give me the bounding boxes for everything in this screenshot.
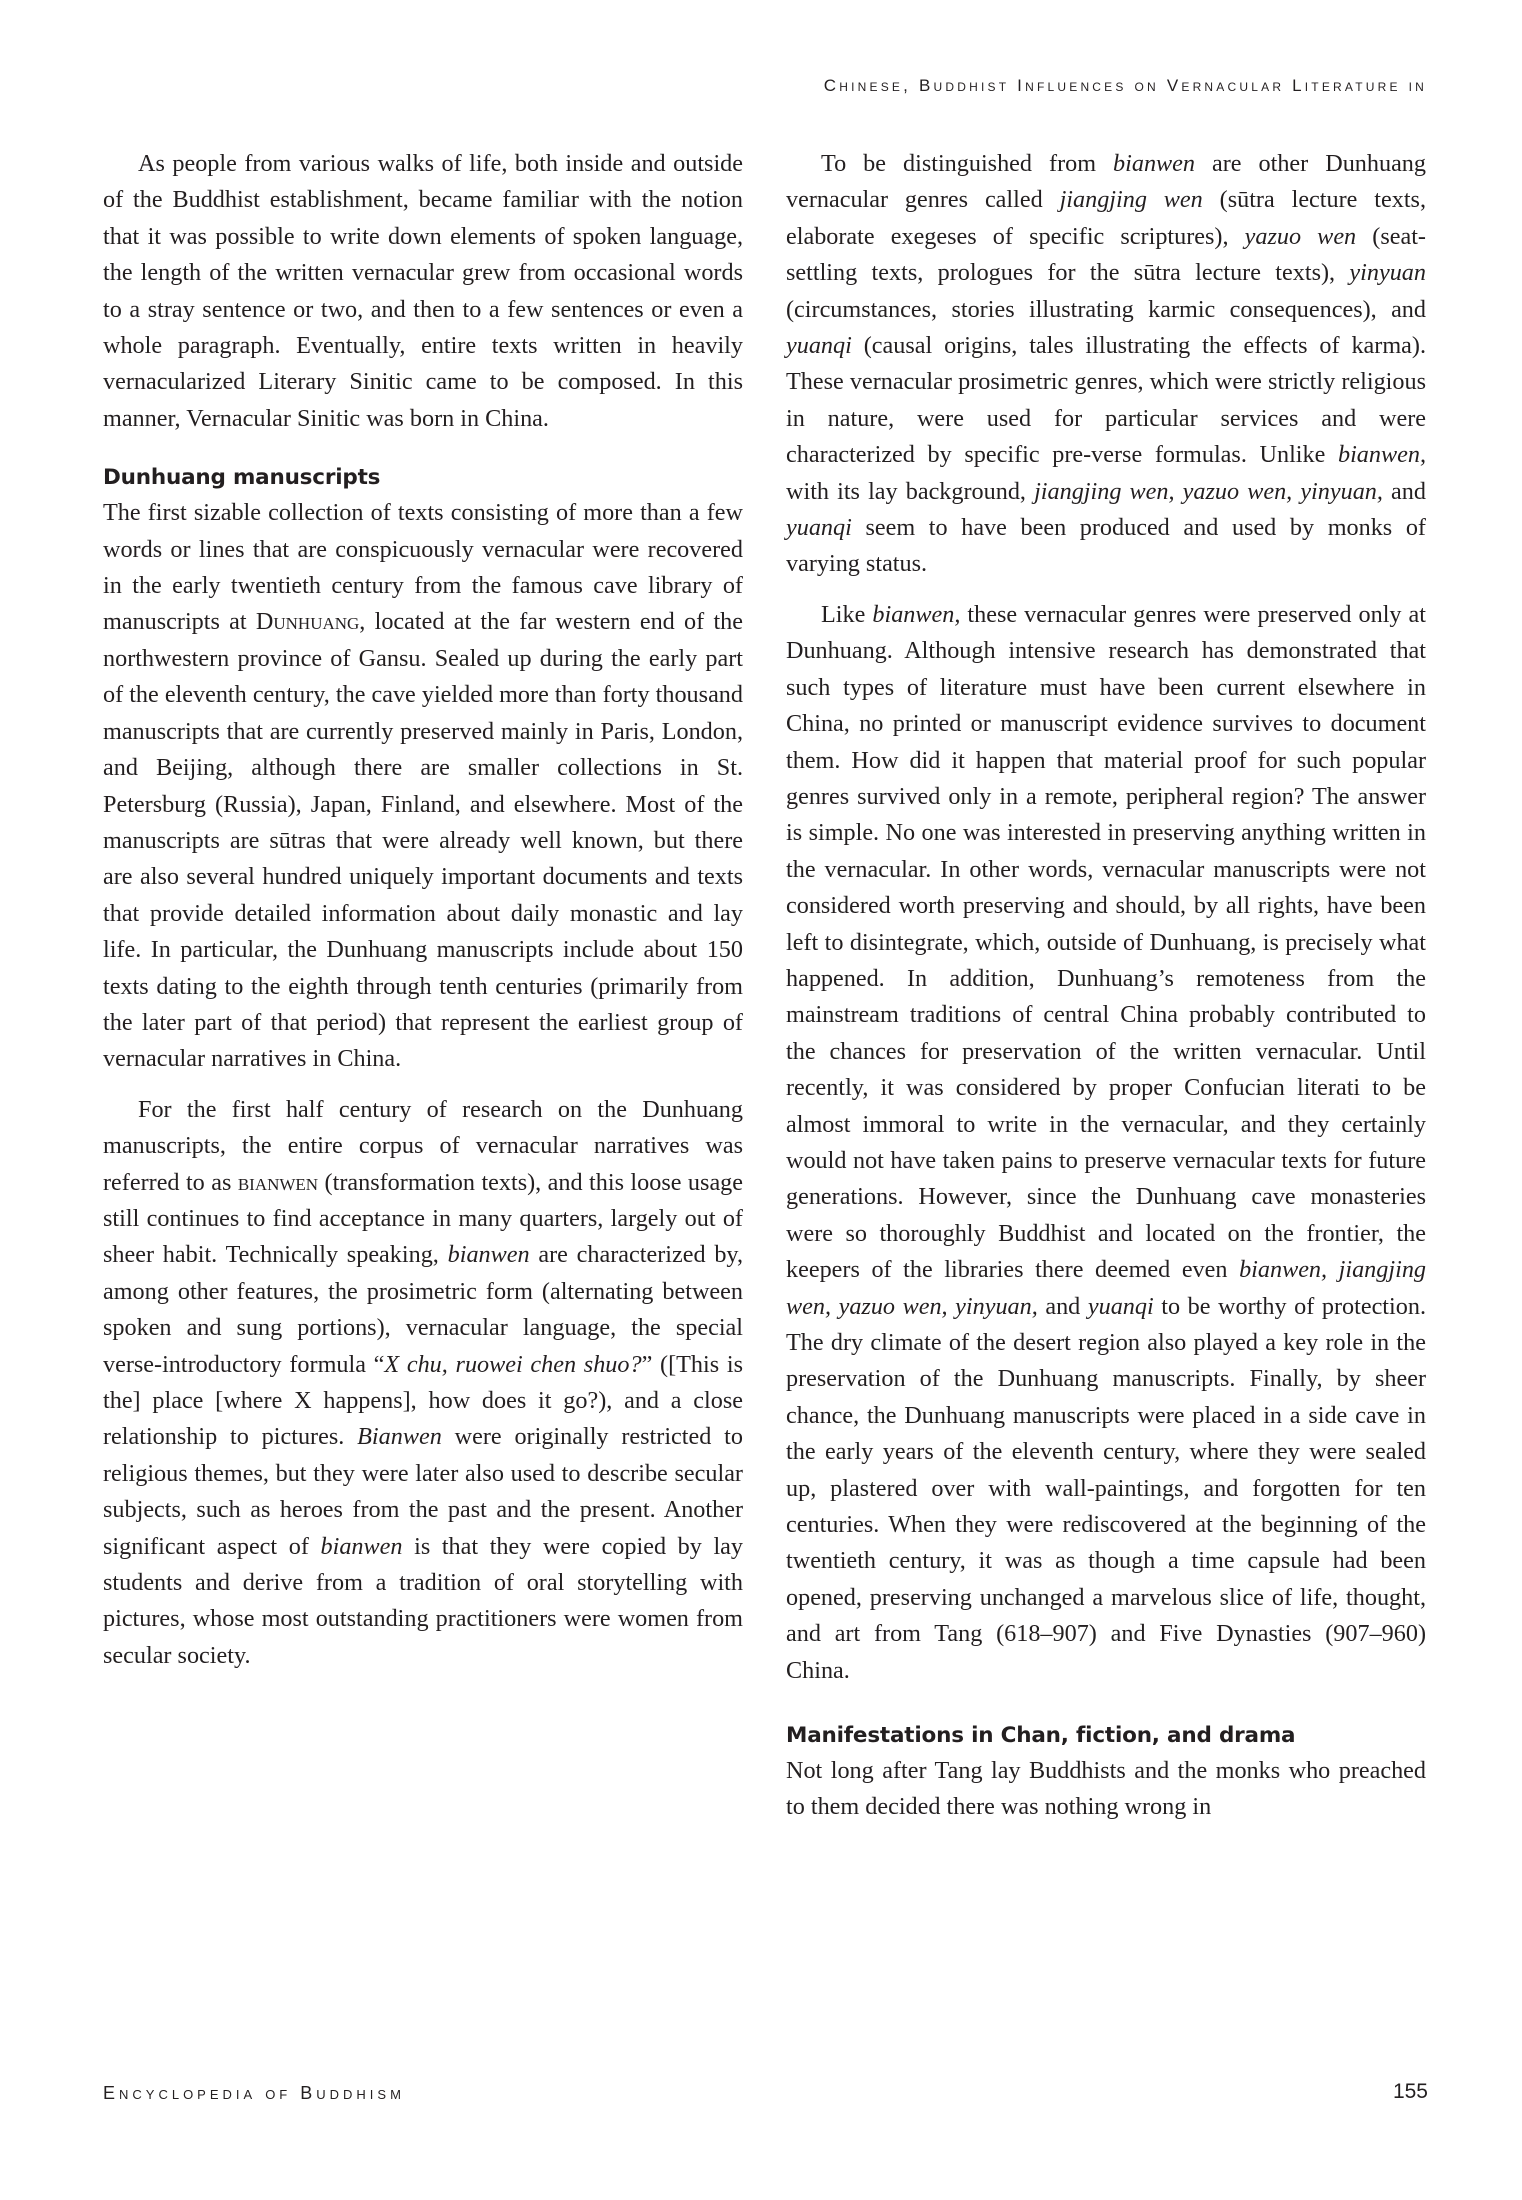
right-column — [786, 146, 1426, 1826]
left-column — [103, 146, 743, 1688]
paragraph-other-genres: To be distinguished from bianwen are other Dunhuang vernacular genres called jiangjing wen (sūtra lecture texts, elaborate exegeses of specific scriptures), yazuo wen (seat-settling texts, prologues for the sūtra lecture texts), yinyuan (circumstances, stories illustrating karmic consequences), and yuanqi (causal origins, tales illustrating the effects of karma). These vernacular prosimetric genres, which were strictly religious in nature, were used for particular services and were characterized by specific pre-verse formulas. Unlike bianwen, with its lay background, jiangjing wen, yazuo wen, yinyuan, and yuanqi seem to have been produced and used by monks of varying status. — [786, 150, 1426, 578]
paragraph-bianwen: For the first half century of research on the Dunhuang manuscripts, the entire corpus of vernacular narratives was referred to as bianwen (transformation texts), and this loose usage still continues to find acceptance in many quarters, largely out of sheer habit. Technically speaking, bianwen are characterized by, among other features, the prosimetric form (alternating between spoken and sung portions), vernacular language, the special verse-introductory formula “X chu, ruowei chen shuo?” ([This is the] place [where X happens], how does it go?), and a close relationship to pictures. Bianwen were originally restricted to religious themes, but they were later also used to describe secular subjects, such as heroes from the past and the present. Another significant aspect of bianwen is that they were copied by lay students and derive from a tradition of oral storytelling with pictures, whose most outstanding practitioners were women from secular society. — [103, 1095, 744, 1669]
paragraph-intro: As people from various walks of life, both inside and outside of the Buddhist establishment, became familiar with the notion that it was possible to write down elements of spoken language, the length of the written vernacular grew from occasional words to a stray sentence or two, and then to a few sentences or even a whole paragraph. Eventually, entire texts written in heavily vernacularized Literary Sinitic came to be composed. In this manner, Vernacular Sinitic was born in China. — [103, 150, 743, 432]
page-number: 155 — [1392, 2080, 1428, 2103]
section-heading-dunhuang-manuscripts: Dunhuang manuscripts — [103, 465, 381, 491]
cross-reference-link-bianwen[interactable]: bianwen — [237, 1168, 319, 1196]
paragraph-dunhuang: The first sizable collection of texts consisting of more than a few words or lines that are conspicuously vernacular were recovered in the early twentieth century from the famous cave library of manuscripts at Dunhuang, located at the far western end of the northwestern province of Gansu. Sealed up during the early part of the eleventh century, the cave yielded more than forty thousand manuscripts that are currently preserved mainly in Paris, London, and Beijing, although there are smaller collections in St. Petersburg (Russia), Japan, Finland, and elsewhere. Most of the manuscripts are sūtras that were already well known, but there are also several hundred uniquely important documents and texts that provide detailed information about daily monastic and lay life. In particular, the Dunhuang manuscripts include about 150 texts dating to the eighth through tenth centuries (primarily from the later part of that period) that represent the earliest group of vernacular narratives in China. — [103, 499, 744, 1073]
running-head: Chinese, Buddhist Influences on Vernacular Literature in — [823, 76, 1427, 95]
paragraph-preservation: Like bianwen, these vernacular genres were preserved only at Dunhuang. Although intensive research has demonstrated that such types of literature must have been current elsewhere in China, no printed or manuscript evidence survives to document them. How did it happen that material proof for such popular genres survived only in a remote, peripheral region? The answer is simple. No one was interested in preserving anything written in the vernacular. In other words, vernacular manuscripts were not considered worth preserving and should, by all rights, have been left to disintegrate, which, outside of Dunhuang, is precisely what happened. In addition, Dunhuang’s remoteness from the mainstream traditions of central China probably contributed to the chances for preservation of the written vernacular. Until recently, it was considered by proper Confucian literati to be almost immoral to write in the vernacular, and they certainly would not have taken pains to preserve vernacular texts for future generations. However, since the Dunhuang cave monasteries were so thoroughly Buddhist and located on the frontier, the keepers of the libraries there deemed even bianwen, jiangjing wen, yazuo wen, yinyuan, and yuanqi to be worthy of protection. The dry climate of the desert region also played a key role in the preservation of the Dunhuang manuscripts. Finally, by sheer chance, the Dunhuang manuscripts were placed in a side cave in the early years of the eleventh century, where they were sealed up, plastered over with wall-paintings, and forgotten for ten centuries. When they were rediscovered at the beginning of the twentieth century, it was as though a time capsule had been opened, preserving unchanged a marvelous slice of life, thought, and art from Tang (618–907) and Five Dynasties (907–960) China. — [786, 600, 1427, 1684]
cross-reference-link-dunhuang[interactable]: Dunhuang — [255, 608, 360, 636]
section-heading-manifestations: Manifestations in Chan, fiction, and drama — [786, 1723, 1296, 1749]
paragraph-manifestations: Not long after Tang lay Buddhists and the monks who preached to them decided there was nothing wrong in — [786, 1757, 1426, 1821]
footer-book-title: Encyclopedia of Buddhism — [103, 2083, 405, 2103]
